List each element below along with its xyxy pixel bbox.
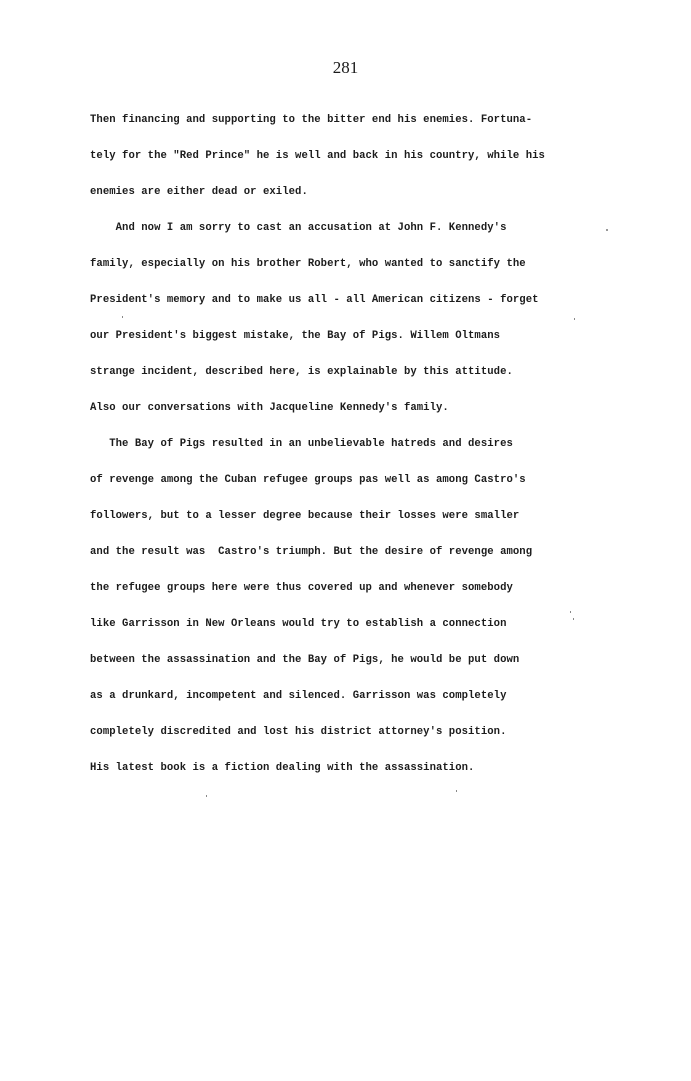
text-line-16: between the assassination and the Bay of Pigs, he would be put down [90, 654, 520, 666]
text-line-14: the refugee groups here were thus covered up and whenever somebody [90, 582, 513, 594]
page-number: 281 [332, 58, 359, 77]
text-line-5: family, especially on his brother Robert, who wanted to sanctify the [90, 258, 526, 270]
scan-speck [573, 618, 574, 620]
text-line-12: followers, but to a lesser degree because their losses were smaller [90, 510, 520, 522]
text-line-19: His latest book is a fiction dealing with the assassination. [90, 762, 475, 774]
text-line-13: and the result was Castro's triumph. But the desire of revenge among [90, 546, 533, 558]
scan-speck [574, 318, 575, 320]
scan-speck [456, 790, 457, 792]
text-line-9: Also our conversations with Jacqueline Kennedy's family. [90, 402, 449, 414]
text-line-3: enemies are either dead or exiled. [90, 186, 308, 198]
text-line-18: completely discredited and lost his district attorney's position. [90, 726, 507, 738]
scan-speck [122, 316, 123, 318]
text-line-7: our President's biggest mistake, the Bay of Pigs. Willem Oltmans [90, 330, 501, 342]
text-line-17: as a drunkard, incompetent and silenced. Garrisson was completely [90, 690, 507, 702]
scan-speck [570, 611, 571, 613]
scan-speck [606, 229, 608, 231]
text-line-1: Then financing and supporting to the bitter end his enemies. Fortuna- [90, 114, 533, 126]
text-line-4: And now I am sorry to cast an accusation at John F. Kennedy's [90, 222, 507, 234]
scan-speck [206, 795, 207, 797]
text-line-2: tely for the "Red Prince" he is well and back in his country, while his [90, 150, 545, 162]
text-line-6: President's memory and to make us all - all American citizens - forget [90, 294, 539, 306]
text-line-15: like Garrisson in New Orleans would try to establish a connection [90, 618, 507, 630]
text-line-10: The Bay of Pigs resulted in an unbelievable hatreds and desires [90, 438, 513, 450]
text-line-11: of revenge among the Cuban refugee groups pas well as among Castro's [90, 474, 526, 486]
text-line-8: strange incident, described here, is explainable by this attitude. [90, 366, 513, 378]
